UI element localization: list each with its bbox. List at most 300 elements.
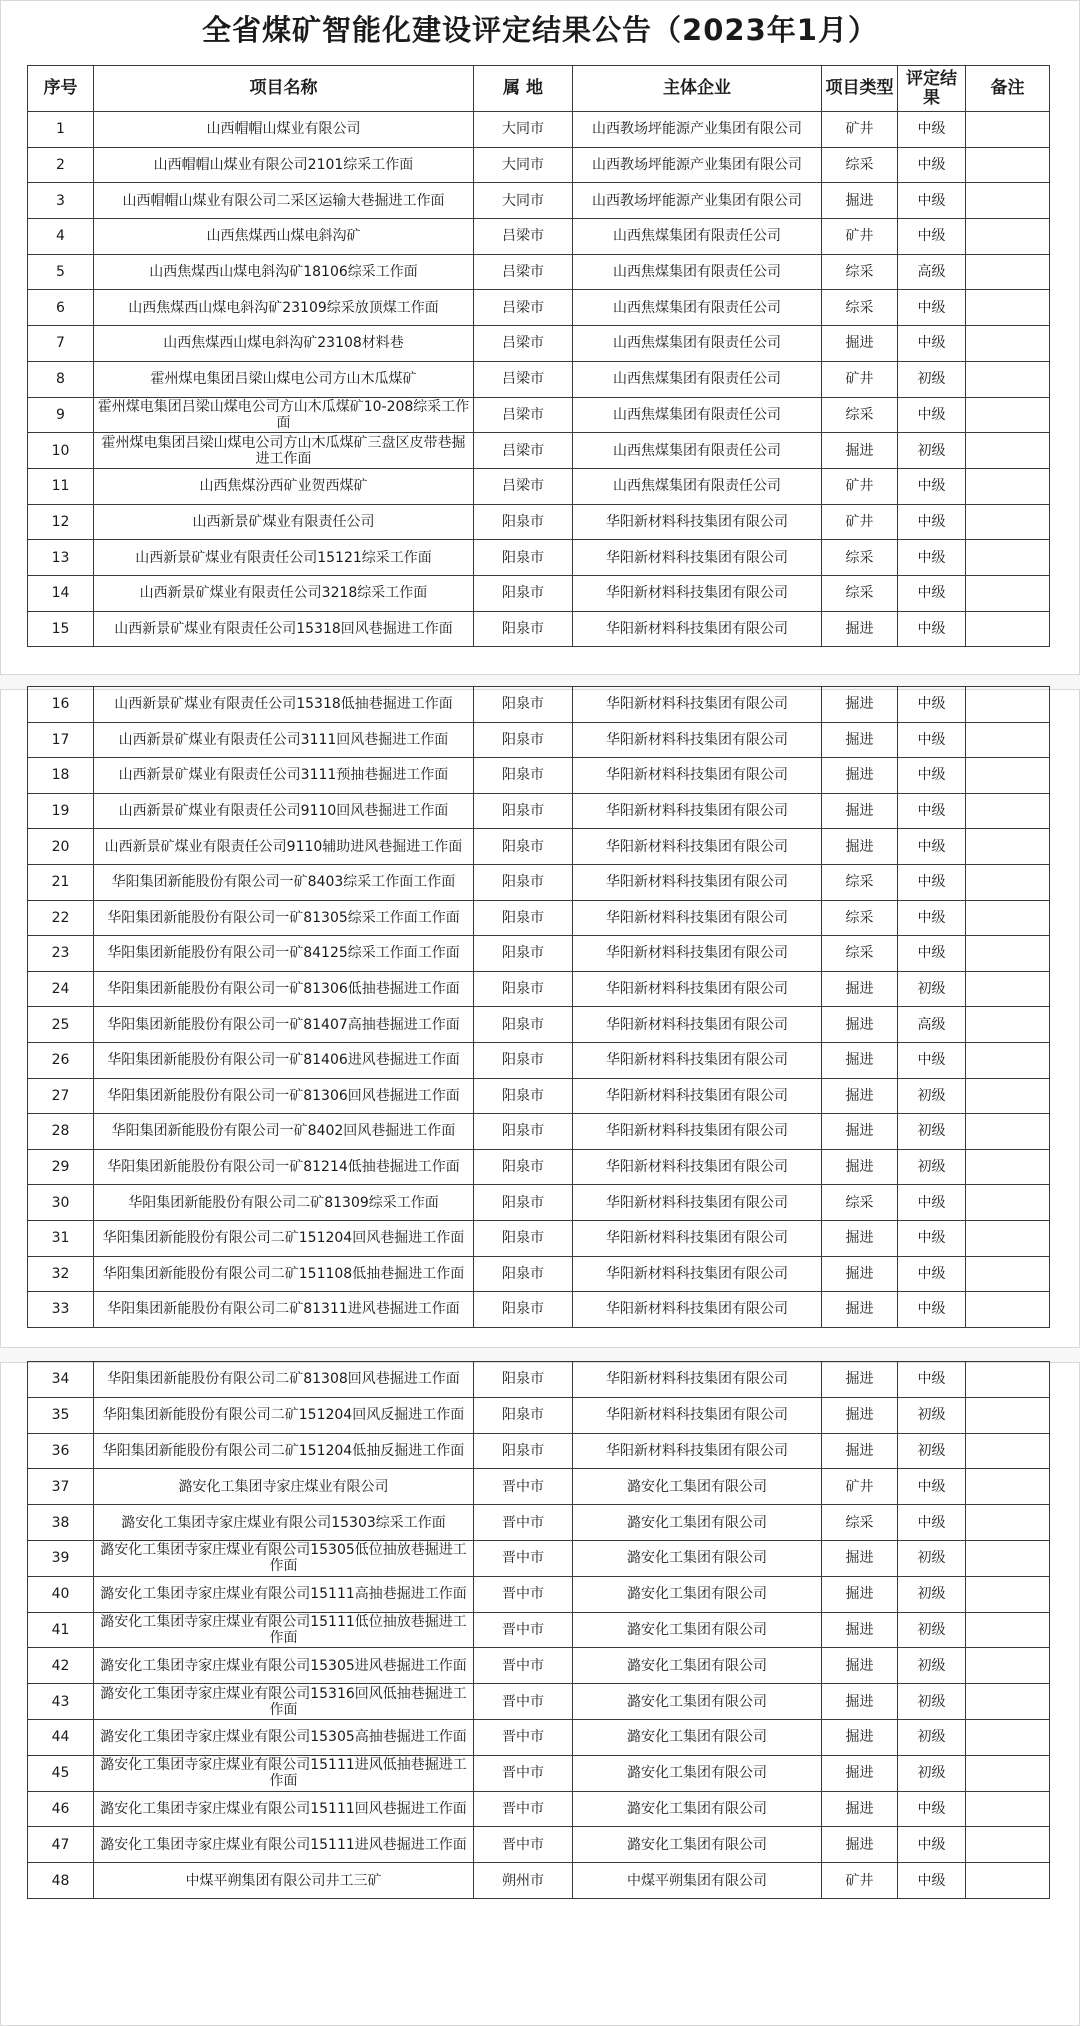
cell-company: 潞安化工集团有限公司 — [573, 1755, 822, 1791]
cell-location: 阳泉市 — [474, 1007, 573, 1043]
cell-project-name: 潞安化工集团寺家庄煤业有限公司15111低位抽放巷掘进工作面 — [94, 1612, 474, 1648]
cell-company: 华阳新材料科技集团有限公司 — [573, 1433, 822, 1469]
cell-location: 大同市 — [474, 183, 573, 219]
cell-result: 中级 — [898, 326, 966, 362]
cell-result: 初级 — [898, 1078, 966, 1114]
cell-remark — [966, 290, 1050, 326]
table-row — [28, 183, 1050, 219]
cell-company: 山西焦煤集团有限责任公司 — [573, 219, 822, 255]
cell-project-type: 掘进 — [822, 1397, 898, 1433]
cell-result: 初级 — [898, 1755, 966, 1791]
cell-project-name: 山西新景矿煤业有限责任公司9110回风巷掘进工作面 — [94, 793, 474, 829]
cell-row-index: 19 — [28, 793, 94, 829]
cell-row-index: 16 — [28, 687, 94, 723]
cell-company: 潞安化工集团有限公司 — [573, 1612, 822, 1648]
cell-company: 山西焦煤集团有限责任公司 — [573, 290, 822, 326]
cell-project-name: 华阳集团新能股份有限公司一矿81407高抽巷掘进工作面 — [94, 1007, 474, 1043]
cell-remark — [966, 361, 1050, 397]
table-row — [28, 361, 1050, 397]
cell-remark — [966, 1827, 1050, 1863]
cell-project-name: 潞安化工集团寺家庄煤业有限公司15305进风巷掘进工作面 — [94, 1648, 474, 1684]
table-row — [28, 1505, 1050, 1541]
table-row — [28, 433, 1050, 469]
cell-project-type: 综采 — [822, 1505, 898, 1541]
cell-result: 中级 — [898, 1292, 966, 1328]
cell-location: 阳泉市 — [474, 575, 573, 611]
cell-result: 初级 — [898, 1540, 966, 1576]
cell-location: 阳泉市 — [474, 1362, 573, 1398]
cell-row-index: 22 — [28, 900, 94, 936]
cell-company: 山西焦煤集团有限责任公司 — [573, 433, 822, 469]
cell-location: 阳泉市 — [474, 1292, 573, 1328]
cell-project-type: 矿井 — [822, 1863, 898, 1899]
cell-remark — [966, 758, 1050, 794]
cell-project-type: 掘进 — [822, 1149, 898, 1185]
cell-location: 大同市 — [474, 147, 573, 183]
table-row — [28, 1863, 1050, 1899]
cell-row-index: 42 — [28, 1648, 94, 1684]
cell-project-name: 华阳集团新能股份有限公司一矿8402回风巷掘进工作面 — [94, 1114, 474, 1150]
cell-location: 吕梁市 — [474, 468, 573, 504]
header-project-name: 项目名称 — [94, 66, 474, 112]
cell-project-type: 掘进 — [822, 793, 898, 829]
cell-remark — [966, 1292, 1050, 1328]
cell-row-index: 27 — [28, 1078, 94, 1114]
cell-company: 华阳新材料科技集团有限公司 — [573, 575, 822, 611]
table-row — [28, 1007, 1050, 1043]
cell-remark — [966, 1149, 1050, 1185]
cell-location: 吕梁市 — [474, 397, 573, 433]
cell-company: 山西焦煤集团有限责任公司 — [573, 326, 822, 362]
cell-project-type: 矿井 — [822, 504, 898, 540]
cell-project-name: 华阳集团新能股份有限公司一矿84125综采工作面工作面 — [94, 936, 474, 972]
table-row — [28, 1827, 1050, 1863]
cell-row-index: 15 — [28, 611, 94, 647]
table-row — [28, 1469, 1050, 1505]
cell-project-name: 潞安化工集团寺家庄煤业有限公司15305低位抽放巷掘进工作面 — [94, 1540, 474, 1576]
cell-result: 中级 — [898, 112, 966, 148]
cell-location: 阳泉市 — [474, 936, 573, 972]
cell-location: 阳泉市 — [474, 687, 573, 723]
cell-location: 吕梁市 — [474, 290, 573, 326]
cell-project-name: 潞安化工集团寺家庄煤业有限公司15316回风低抽巷掘进工作面 — [94, 1684, 474, 1720]
cell-remark — [966, 1719, 1050, 1755]
page-title: 全省煤矿智能化建设评定结果公告（2023年1月） — [202, 13, 878, 47]
cell-result: 初级 — [898, 1149, 966, 1185]
cell-remark — [966, 1256, 1050, 1292]
cell-result: 中级 — [898, 793, 966, 829]
cell-row-index: 12 — [28, 504, 94, 540]
cell-project-name: 山西帽帽山煤业有限公司2101综采工作面 — [94, 147, 474, 183]
table-row — [28, 290, 1050, 326]
cell-result: 中级 — [898, 147, 966, 183]
cell-location: 吕梁市 — [474, 361, 573, 397]
cell-project-type: 矿井 — [822, 1469, 898, 1505]
table-row — [28, 397, 1050, 433]
cell-location: 阳泉市 — [474, 793, 573, 829]
cell-project-name: 山西焦煤西山煤电斜沟矿18106综采工作面 — [94, 254, 474, 290]
cell-project-type: 掘进 — [822, 1791, 898, 1827]
header-idx: 序号 — [28, 66, 94, 112]
cell-project-type: 掘进 — [822, 611, 898, 647]
cell-row-index: 25 — [28, 1007, 94, 1043]
cell-location: 吕梁市 — [474, 433, 573, 469]
cell-project-type: 掘进 — [822, 1827, 898, 1863]
cell-company: 山西焦煤集团有限责任公司 — [573, 361, 822, 397]
cell-location: 晋中市 — [474, 1576, 573, 1612]
cell-company: 潞安化工集团有限公司 — [573, 1719, 822, 1755]
cell-row-index: 33 — [28, 1292, 94, 1328]
cell-location: 晋中市 — [474, 1827, 573, 1863]
cell-project-name: 山西新景矿煤业有限责任公司3111预抽巷掘进工作面 — [94, 758, 474, 794]
cell-company: 华阳新材料科技集团有限公司 — [573, 1042, 822, 1078]
cell-remark — [966, 397, 1050, 433]
cell-company: 潞安化工集团有限公司 — [573, 1576, 822, 1612]
table-row — [28, 1648, 1050, 1684]
table-row — [28, 1256, 1050, 1292]
table-row — [28, 504, 1050, 540]
cell-row-index: 30 — [28, 1185, 94, 1221]
cell-project-name: 山西焦煤西山煤电斜沟矿 — [94, 219, 474, 255]
cell-remark — [966, 1362, 1050, 1398]
cell-remark — [966, 326, 1050, 362]
results-table-part-2 — [27, 686, 1050, 1328]
cell-remark — [966, 1791, 1050, 1827]
cell-location: 晋中市 — [474, 1791, 573, 1827]
cell-row-index: 41 — [28, 1612, 94, 1648]
cell-project-type: 矿井 — [822, 219, 898, 255]
cell-remark — [966, 936, 1050, 972]
cell-location: 晋中市 — [474, 1612, 573, 1648]
cell-location: 吕梁市 — [474, 254, 573, 290]
cell-remark — [966, 971, 1050, 1007]
cell-remark — [966, 504, 1050, 540]
cell-result: 高级 — [898, 254, 966, 290]
cell-project-type: 综采 — [822, 540, 898, 576]
cell-result: 初级 — [898, 1684, 966, 1720]
results-table-part-1 — [27, 65, 1050, 647]
cell-project-type: 掘进 — [822, 1362, 898, 1398]
cell-company: 华阳新材料科技集团有限公司 — [573, 1007, 822, 1043]
cell-row-index: 8 — [28, 361, 94, 397]
cell-project-name: 山西帽帽山煤业有限公司二采区运输大巷掘进工作面 — [94, 183, 474, 219]
cell-remark — [966, 1185, 1050, 1221]
cell-project-name: 华阳集团新能股份有限公司二矿81311进风巷掘进工作面 — [94, 1292, 474, 1328]
cell-project-name: 山西新景矿煤业有限责任公司 — [94, 504, 474, 540]
cell-company: 华阳新材料科技集团有限公司 — [573, 864, 822, 900]
cell-project-type: 掘进 — [822, 1576, 898, 1612]
cell-project-name: 山西新景矿煤业有限责任公司15318回风巷掘进工作面 — [94, 611, 474, 647]
cell-row-index: 7 — [28, 326, 94, 362]
cell-remark — [966, 1612, 1050, 1648]
cell-location: 吕梁市 — [474, 219, 573, 255]
table-row — [28, 900, 1050, 936]
cell-result: 中级 — [898, 1863, 966, 1899]
cell-location: 阳泉市 — [474, 829, 573, 865]
cell-result: 中级 — [898, 1042, 966, 1078]
table-row — [28, 611, 1050, 647]
cell-project-type: 掘进 — [822, 183, 898, 219]
cell-project-name: 山西新景矿煤业有限责任公司9110辅助进风巷掘进工作面 — [94, 829, 474, 865]
cell-company: 华阳新材料科技集团有限公司 — [573, 1078, 822, 1114]
header-company: 主体企业 — [573, 66, 822, 112]
cell-row-index: 18 — [28, 758, 94, 794]
cell-result: 中级 — [898, 900, 966, 936]
cell-remark — [966, 1220, 1050, 1256]
cell-location: 阳泉市 — [474, 1078, 573, 1114]
table-row — [28, 864, 1050, 900]
cell-remark — [966, 112, 1050, 148]
cell-row-index: 4 — [28, 219, 94, 255]
cell-result: 中级 — [898, 1469, 966, 1505]
cell-company: 华阳新材料科技集团有限公司 — [573, 1397, 822, 1433]
table-row — [28, 1433, 1050, 1469]
cell-remark — [966, 433, 1050, 469]
cell-location: 阳泉市 — [474, 722, 573, 758]
cell-location: 阳泉市 — [474, 1042, 573, 1078]
cell-result: 初级 — [898, 361, 966, 397]
cell-location: 晋中市 — [474, 1684, 573, 1720]
cell-project-type: 综采 — [822, 254, 898, 290]
cell-remark — [966, 1042, 1050, 1078]
cell-project-name: 华阳集团新能股份有限公司二矿151204回风巷掘进工作面 — [94, 1220, 474, 1256]
table-row — [28, 758, 1050, 794]
cell-row-index: 29 — [28, 1149, 94, 1185]
cell-company: 山西教场坪能源产业集团有限公司 — [573, 183, 822, 219]
cell-company: 华阳新材料科技集团有限公司 — [573, 687, 822, 723]
cell-result: 初级 — [898, 1433, 966, 1469]
cell-location: 阳泉市 — [474, 900, 573, 936]
cell-result: 初级 — [898, 1719, 966, 1755]
cell-location: 阳泉市 — [474, 1114, 573, 1150]
table-row — [28, 1397, 1050, 1433]
cell-remark — [966, 1078, 1050, 1114]
cell-project-type: 掘进 — [822, 1292, 898, 1328]
cell-company: 华阳新材料科技集团有限公司 — [573, 971, 822, 1007]
cell-project-name: 华阳集团新能股份有限公司一矿81306低抽巷掘进工作面 — [94, 971, 474, 1007]
cell-project-type: 掘进 — [822, 722, 898, 758]
cell-project-type: 综采 — [822, 864, 898, 900]
cell-remark — [966, 1469, 1050, 1505]
cell-remark — [966, 1540, 1050, 1576]
cell-result: 中级 — [898, 540, 966, 576]
cell-project-type: 综采 — [822, 936, 898, 972]
cell-result: 中级 — [898, 575, 966, 611]
cell-project-name: 山西新景矿煤业有限责任公司3218综采工作面 — [94, 575, 474, 611]
cell-project-name: 山西帽帽山煤业有限公司 — [94, 112, 474, 148]
cell-row-index: 46 — [28, 1791, 94, 1827]
cell-row-index: 3 — [28, 183, 94, 219]
cell-project-name: 中煤平朔集团有限公司井工三矿 — [94, 1863, 474, 1899]
table-row — [28, 936, 1050, 972]
cell-row-index: 43 — [28, 1684, 94, 1720]
cell-remark — [966, 183, 1050, 219]
cell-result: 中级 — [898, 1791, 966, 1827]
cell-location: 朔州市 — [474, 1863, 573, 1899]
cell-remark — [966, 722, 1050, 758]
cell-company: 华阳新材料科技集团有限公司 — [573, 611, 822, 647]
cell-remark — [966, 793, 1050, 829]
table-row — [28, 1540, 1050, 1576]
cell-result: 中级 — [898, 1362, 966, 1398]
cell-row-index: 32 — [28, 1256, 94, 1292]
cell-project-name: 华阳集团新能股份有限公司一矿81214低抽巷掘进工作面 — [94, 1149, 474, 1185]
table-row — [28, 971, 1050, 1007]
cell-remark — [966, 1433, 1050, 1469]
cell-row-index: 13 — [28, 540, 94, 576]
cell-company: 华阳新材料科技集团有限公司 — [573, 1185, 822, 1221]
cell-row-index: 39 — [28, 1540, 94, 1576]
cell-project-name: 华阳集团新能股份有限公司一矿81306回风巷掘进工作面 — [94, 1078, 474, 1114]
cell-project-name: 华阳集团新能股份有限公司二矿151204低抽反掘进工作面 — [94, 1433, 474, 1469]
cell-project-type: 掘进 — [822, 1042, 898, 1078]
cell-remark — [966, 1755, 1050, 1791]
cell-project-name: 霍州煤电集团吕梁山煤电公司方山木瓜煤矿三盘区皮带巷掘进工作面 — [94, 433, 474, 469]
cell-location: 晋中市 — [474, 1469, 573, 1505]
cell-company: 中煤平朔集团有限公司 — [573, 1863, 822, 1899]
cell-project-type: 掘进 — [822, 1719, 898, 1755]
cell-company: 山西焦煤集团有限责任公司 — [573, 397, 822, 433]
cell-company: 华阳新材料科技集团有限公司 — [573, 540, 822, 576]
cell-company: 华阳新材料科技集团有限公司 — [573, 900, 822, 936]
results-table-part-3 — [27, 1361, 1050, 1899]
table-row — [28, 1791, 1050, 1827]
table-row — [28, 1684, 1050, 1720]
cell-project-type: 掘进 — [822, 1078, 898, 1114]
table-row — [28, 687, 1050, 723]
cell-company: 华阳新材料科技集团有限公司 — [573, 504, 822, 540]
cell-project-type: 综采 — [822, 290, 898, 326]
header-remark: 备注 — [966, 66, 1050, 112]
table-row — [28, 829, 1050, 865]
cell-remark — [966, 687, 1050, 723]
cell-company: 潞安化工集团有限公司 — [573, 1540, 822, 1576]
cell-project-type: 综采 — [822, 900, 898, 936]
cell-location: 大同市 — [474, 112, 573, 148]
cell-company: 潞安化工集团有限公司 — [573, 1648, 822, 1684]
cell-remark — [966, 611, 1050, 647]
cell-project-type: 综采 — [822, 147, 898, 183]
cell-project-name: 华阳集团新能股份有限公司二矿151204回风反掘进工作面 — [94, 1397, 474, 1433]
cell-location: 吕梁市 — [474, 326, 573, 362]
cell-project-name: 华阳集团新能股份有限公司二矿81309综采工作面 — [94, 1185, 474, 1221]
cell-project-type: 掘进 — [822, 1755, 898, 1791]
cell-result: 中级 — [898, 611, 966, 647]
cell-project-type: 掘进 — [822, 1220, 898, 1256]
cell-project-name: 山西新景矿煤业有限责任公司15121综采工作面 — [94, 540, 474, 576]
table-row — [28, 112, 1050, 148]
cell-result: 初级 — [898, 1397, 966, 1433]
cell-row-index: 6 — [28, 290, 94, 326]
cell-row-index: 17 — [28, 722, 94, 758]
table-row — [28, 1755, 1050, 1791]
cell-project-type: 掘进 — [822, 971, 898, 1007]
table-row — [28, 254, 1050, 290]
cell-result: 中级 — [898, 1256, 966, 1292]
cell-result: 中级 — [898, 468, 966, 504]
cell-remark — [966, 1397, 1050, 1433]
cell-row-index: 9 — [28, 397, 94, 433]
cell-row-index: 36 — [28, 1433, 94, 1469]
cell-project-name: 山西焦煤西山煤电斜沟矿23108材料巷 — [94, 326, 474, 362]
cell-row-index: 23 — [28, 936, 94, 972]
cell-location: 阳泉市 — [474, 971, 573, 1007]
cell-company: 潞安化工集团有限公司 — [573, 1827, 822, 1863]
cell-project-name: 潞安化工集团寺家庄煤业有限公司 — [94, 1469, 474, 1505]
cell-row-index: 11 — [28, 468, 94, 504]
cell-row-index: 24 — [28, 971, 94, 1007]
cell-remark — [966, 147, 1050, 183]
cell-location: 阳泉市 — [474, 1433, 573, 1469]
cell-project-name: 华阳集团新能股份有限公司二矿151108低抽巷掘进工作面 — [94, 1256, 474, 1292]
cell-project-type: 矿井 — [822, 112, 898, 148]
cell-remark — [966, 1505, 1050, 1541]
cell-row-index: 20 — [28, 829, 94, 865]
cell-row-index: 10 — [28, 433, 94, 469]
cell-project-type: 掘进 — [822, 1612, 898, 1648]
cell-company: 潞安化工集团有限公司 — [573, 1791, 822, 1827]
cell-location: 晋中市 — [474, 1505, 573, 1541]
table-row — [28, 1042, 1050, 1078]
cell-project-type: 掘进 — [822, 326, 898, 362]
cell-result: 中级 — [898, 722, 966, 758]
cell-result: 中级 — [898, 936, 966, 972]
cell-remark — [966, 575, 1050, 611]
table-row — [28, 540, 1050, 576]
cell-row-index: 26 — [28, 1042, 94, 1078]
cell-project-name: 山西焦煤汾西矿业贺西煤矿 — [94, 468, 474, 504]
cell-project-name: 潞安化工集团寺家庄煤业有限公司15111进风低抽巷掘进工作面 — [94, 1755, 474, 1791]
cell-result: 中级 — [898, 1220, 966, 1256]
cell-result: 中级 — [898, 1185, 966, 1221]
cell-project-type: 掘进 — [822, 433, 898, 469]
cell-location: 阳泉市 — [474, 1220, 573, 1256]
table-row — [28, 1612, 1050, 1648]
cell-result: 中级 — [898, 290, 966, 326]
header-location: 属 地 — [474, 66, 573, 112]
cell-result: 初级 — [898, 433, 966, 469]
table-row — [28, 1149, 1050, 1185]
cell-result: 初级 — [898, 1576, 966, 1612]
cell-project-type: 掘进 — [822, 1433, 898, 1469]
cell-row-index: 21 — [28, 864, 94, 900]
cell-company: 华阳新材料科技集团有限公司 — [573, 1149, 822, 1185]
cell-project-type: 综采 — [822, 397, 898, 433]
cell-result: 初级 — [898, 1648, 966, 1684]
cell-location: 阳泉市 — [474, 1185, 573, 1221]
cell-company: 潞安化工集团有限公司 — [573, 1469, 822, 1505]
table-row — [28, 1362, 1050, 1398]
cell-company: 潞安化工集团有限公司 — [573, 1505, 822, 1541]
cell-row-index: 34 — [28, 1362, 94, 1398]
table-row — [28, 1719, 1050, 1755]
cell-company: 山西焦煤集团有限责任公司 — [573, 254, 822, 290]
cell-remark — [966, 219, 1050, 255]
cell-project-type: 掘进 — [822, 1007, 898, 1043]
cell-project-type: 掘进 — [822, 687, 898, 723]
cell-location: 阳泉市 — [474, 758, 573, 794]
cell-row-index: 44 — [28, 1719, 94, 1755]
cell-project-name: 潞安化工集团寺家庄煤业有限公司15303综采工作面 — [94, 1505, 474, 1541]
cell-result: 中级 — [898, 1505, 966, 1541]
cell-result: 高级 — [898, 1007, 966, 1043]
cell-project-type: 掘进 — [822, 1114, 898, 1150]
cell-result: 中级 — [898, 219, 966, 255]
cell-project-type: 掘进 — [822, 758, 898, 794]
header-project-type: 项目类型 — [822, 66, 898, 112]
cell-project-name: 潞安化工集团寺家庄煤业有限公司15111回风巷掘进工作面 — [94, 1791, 474, 1827]
cell-company: 华阳新材料科技集团有限公司 — [573, 1114, 822, 1150]
